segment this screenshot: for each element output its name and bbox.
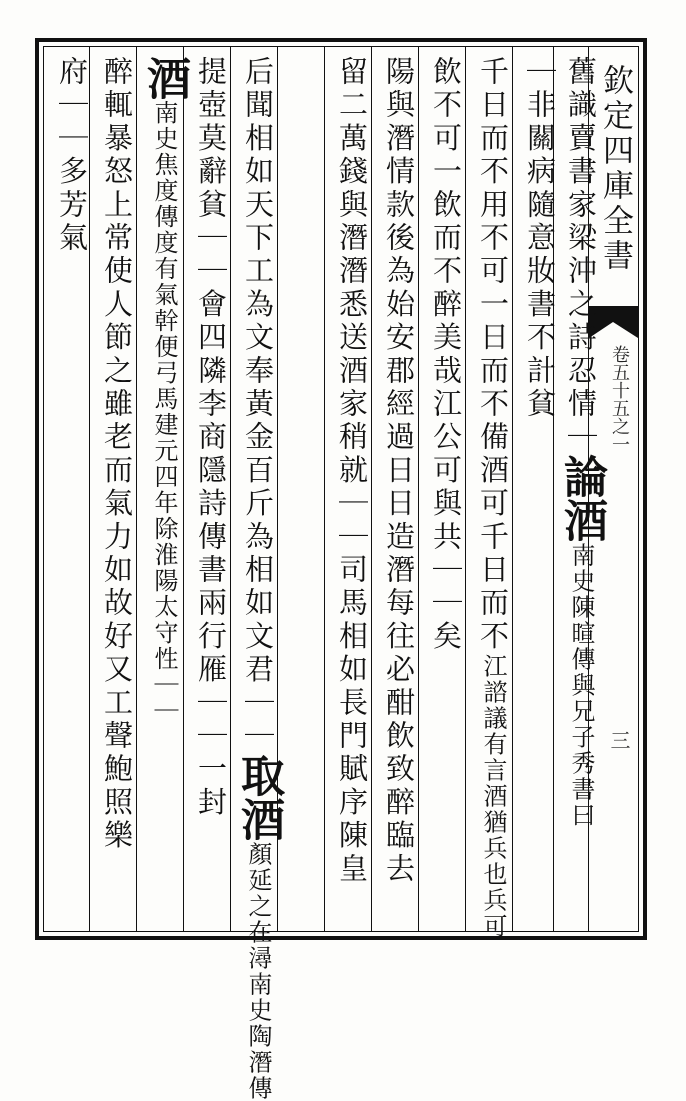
text-column-12: 府｜｜多芳氣 — [55, 56, 89, 256]
headword: 酒 — [139, 56, 190, 100]
text-column-7 — [279, 56, 331, 926]
text-column-4: 飲不可一飲而不醉美哉江公可與共｜｜矣 — [429, 56, 463, 654]
text-column-3: 千日而不用不可一日而不備酒可千日而不江諮議有言酒猶兵也兵可 — [476, 56, 510, 940]
text-column-5: 陽與潛情款後為始安郡經過日日造潛每往必酣飲致醉臨去 — [382, 56, 416, 886]
text-column-6: 留二萬錢與潛潛悉送酒家稍就｜｜司馬相如長門賦序陳皇 — [335, 56, 369, 886]
page-number: 三 — [607, 730, 631, 750]
text-column-9: 提壺莫辭貧｜｜會四隣李商隱詩傳書兩行雁｜｜一封 — [194, 56, 228, 820]
text-column-8: 后聞相如天下工為文奉黃金百斤為相如文君｜｜取酒顏延之在潯南史陶潛傳 — [233, 56, 284, 1101]
headword: 取酒 — [233, 753, 284, 842]
text-column-10: 酒南史焦度傳度有氣幹便弓馬建元四年除淮陽太守性｜｜ — [139, 56, 190, 724]
collection-title: 欽定四庫全書 — [597, 64, 633, 274]
headword: 論酒 — [556, 454, 607, 543]
text-column-1: 舊識賣書家梁沖之詩忍情｜論酒南史陳暄傳與兄子秀書曰 — [556, 56, 607, 829]
text-column-11: 醉輒暴怒上常使人節之雖老而氣力如故好又工聲鮑照樂 — [100, 56, 134, 853]
volume-label: 卷五十五之一 — [609, 345, 630, 453]
text-column-2: ｜非關病隨意妝書不計貧 — [523, 56, 557, 422]
